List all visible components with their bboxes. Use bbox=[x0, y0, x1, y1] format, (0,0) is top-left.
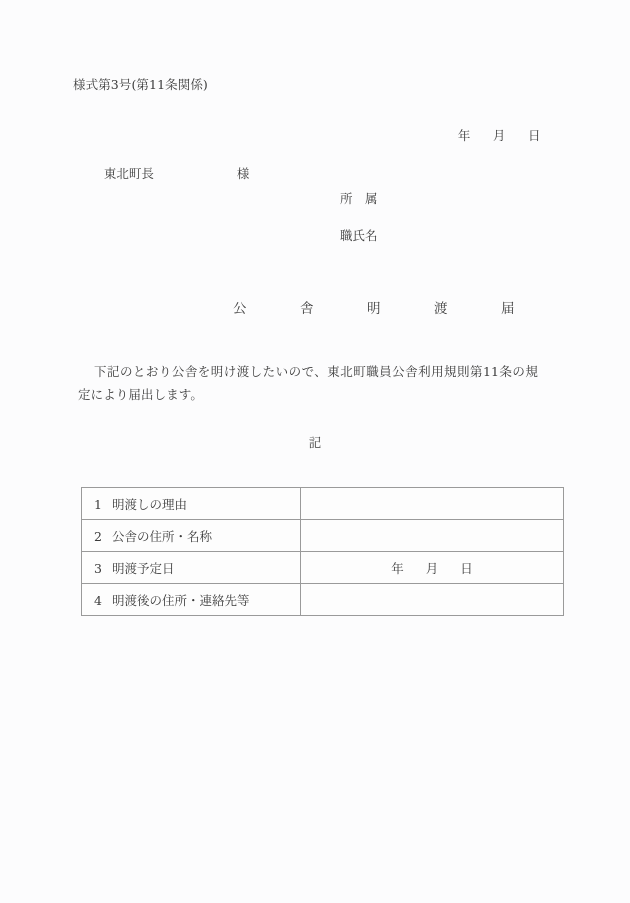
form-table bbox=[81, 487, 564, 616]
table-row bbox=[82, 488, 564, 520]
table-row-value-4[interactable] bbox=[301, 584, 564, 616]
table-date-month-label: 月 bbox=[425, 560, 439, 576]
table-row-number-4: 4 bbox=[94, 592, 102, 608]
table-row bbox=[82, 584, 564, 616]
date-day-label: 日 bbox=[527, 127, 541, 143]
date-line bbox=[440, 117, 541, 155]
ki-marker: 記 bbox=[308, 435, 322, 450]
addressee-recipient: 東北町長 bbox=[103, 165, 154, 181]
table-row-number-3: 3 bbox=[94, 560, 102, 576]
table-date-year-label: 年 bbox=[391, 560, 404, 576]
addressee-line bbox=[88, 155, 249, 193]
table-row-text-1: 明渡しの理由 bbox=[112, 496, 188, 512]
table-row-text-2: 公舎の住所・名称 bbox=[112, 528, 213, 544]
table-row-label-1 bbox=[82, 488, 301, 520]
body-paragraph: 下記のとおり公舎を明け渡したいので、東北町職員公舎利用規則第11条の規定により届出します。 bbox=[78, 364, 538, 403]
table-row-value-1[interactable] bbox=[301, 488, 564, 520]
date-year-label: 年 bbox=[457, 127, 471, 143]
table-row-label-2 bbox=[82, 520, 301, 552]
date-month-label: 月 bbox=[492, 127, 506, 143]
form-number-label: 様式第3号(第11条関係) bbox=[73, 77, 208, 92]
addressee-honorific: 様 bbox=[236, 165, 250, 181]
job-and-name-label: 職氏名 bbox=[340, 228, 378, 243]
table-date-day-label: 日 bbox=[460, 560, 473, 576]
table-row-text-3: 明渡予定日 bbox=[112, 560, 175, 576]
table-row-value-3[interactable] bbox=[301, 552, 564, 584]
table-row-text-4: 明渡後の住所・連絡先等 bbox=[112, 592, 250, 608]
table-row bbox=[82, 552, 564, 584]
table-row bbox=[82, 520, 564, 552]
table-row-number-2: 2 bbox=[94, 528, 102, 544]
table-row-label-3 bbox=[82, 552, 301, 584]
table-row-label-4 bbox=[82, 584, 301, 616]
affiliation-label: 所 属 bbox=[340, 191, 378, 206]
table-row-number-1: 1 bbox=[94, 496, 102, 512]
table-row-value-2[interactable] bbox=[301, 520, 564, 552]
document-title: 公 舎 明 渡 届 bbox=[233, 301, 535, 317]
